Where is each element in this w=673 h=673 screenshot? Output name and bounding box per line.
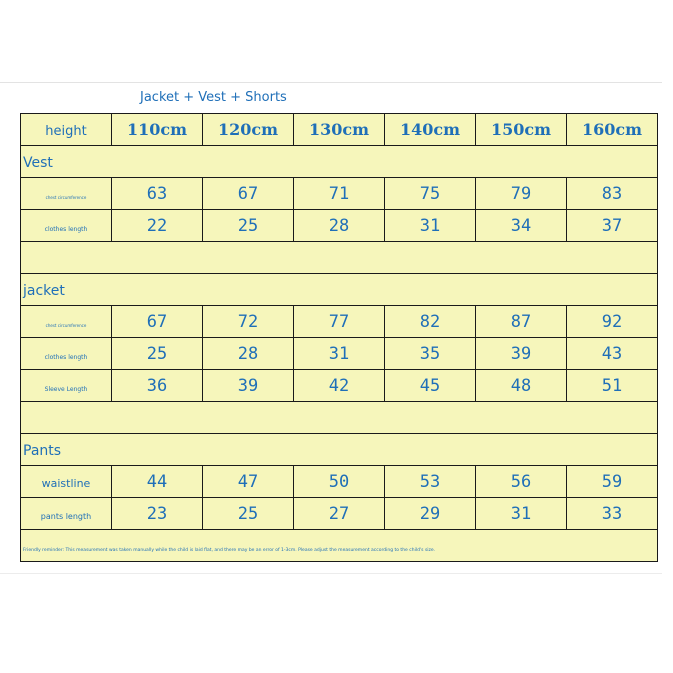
section-title-pants: Pants bbox=[23, 443, 62, 459]
value: 67 bbox=[237, 183, 259, 204]
section-row-vest bbox=[21, 146, 658, 178]
size-header-cell bbox=[203, 114, 294, 146]
table-row bbox=[21, 370, 658, 402]
value-cell bbox=[294, 338, 385, 370]
size-header-cell bbox=[476, 114, 567, 146]
spacer-row bbox=[21, 402, 658, 434]
size-label: 120cm bbox=[217, 120, 279, 139]
row-label-cell bbox=[21, 466, 112, 498]
size-label: 130cm bbox=[308, 120, 370, 139]
size-label: 110cm bbox=[126, 120, 188, 139]
value-cell bbox=[476, 498, 567, 530]
value-cell bbox=[294, 498, 385, 530]
section-row-jacket bbox=[21, 274, 658, 306]
value-cell bbox=[567, 498, 658, 530]
value: 39 bbox=[237, 375, 259, 396]
value: 48 bbox=[510, 375, 532, 396]
table-row bbox=[21, 498, 658, 530]
value-cell bbox=[112, 178, 203, 210]
value-cell bbox=[203, 210, 294, 242]
section-title-cell bbox=[21, 434, 658, 466]
value: 35 bbox=[419, 343, 441, 364]
value-cell bbox=[203, 338, 294, 370]
value: 31 bbox=[328, 343, 350, 364]
table-row bbox=[21, 210, 658, 242]
value-cell bbox=[203, 370, 294, 402]
value-cell bbox=[112, 338, 203, 370]
value-cell bbox=[203, 466, 294, 498]
value: 59 bbox=[601, 471, 623, 492]
size-label: 140cm bbox=[399, 120, 461, 139]
value-cell bbox=[385, 178, 476, 210]
value-cell bbox=[385, 466, 476, 498]
section-title-cell bbox=[21, 274, 658, 306]
value-cell bbox=[567, 178, 658, 210]
row-label: clothes length bbox=[44, 226, 88, 233]
value: 45 bbox=[419, 375, 441, 396]
row-label-cell bbox=[21, 338, 112, 370]
note-row bbox=[21, 530, 658, 562]
value-cell bbox=[112, 306, 203, 338]
value-cell bbox=[385, 370, 476, 402]
table-row bbox=[21, 306, 658, 338]
value-cell bbox=[112, 210, 203, 242]
value: 50 bbox=[328, 471, 350, 492]
value-cell bbox=[385, 306, 476, 338]
value-cell bbox=[476, 210, 567, 242]
value: 53 bbox=[419, 471, 441, 492]
spacer-row bbox=[21, 242, 658, 274]
row-label-cell bbox=[21, 370, 112, 402]
value: 31 bbox=[419, 215, 441, 236]
value: 28 bbox=[237, 343, 259, 364]
value: 72 bbox=[237, 311, 259, 332]
row-label: pants length bbox=[40, 512, 92, 521]
value-cell bbox=[385, 338, 476, 370]
value: 75 bbox=[419, 183, 441, 204]
row-label: chest circumference bbox=[45, 323, 87, 328]
value: 83 bbox=[601, 183, 623, 204]
value: 33 bbox=[601, 503, 623, 524]
value-cell bbox=[294, 306, 385, 338]
value: 44 bbox=[146, 471, 168, 492]
size-header-cell bbox=[294, 114, 385, 146]
row-label-cell bbox=[21, 178, 112, 210]
row-label: Sleeve Length bbox=[44, 386, 88, 393]
value-cell bbox=[203, 178, 294, 210]
friendly-reminder-note: Friendly reminder: This measurement was taken manually while the child is laid flat, and there may be an error of 1-3cm. Please adjust the measurement according to the child's size. bbox=[23, 548, 436, 553]
row-label: waistline bbox=[41, 477, 91, 490]
size-header-cell bbox=[385, 114, 476, 146]
value-cell bbox=[385, 498, 476, 530]
value: 47 bbox=[237, 471, 259, 492]
value: 25 bbox=[146, 343, 168, 364]
section-title-vest: Vest bbox=[23, 155, 53, 171]
section-row-pants bbox=[21, 434, 658, 466]
row-label-cell bbox=[21, 498, 112, 530]
value: 34 bbox=[510, 215, 532, 236]
value: 28 bbox=[328, 215, 350, 236]
value: 42 bbox=[328, 375, 350, 396]
value-cell bbox=[567, 306, 658, 338]
size-header-cell bbox=[567, 114, 658, 146]
row-label: chest circumference bbox=[45, 195, 87, 200]
value-cell bbox=[112, 498, 203, 530]
value: 63 bbox=[146, 183, 168, 204]
spacer-cell bbox=[21, 402, 658, 434]
value: 92 bbox=[601, 311, 623, 332]
value: 22 bbox=[146, 215, 168, 236]
value-cell bbox=[567, 210, 658, 242]
height-header-cell bbox=[21, 114, 112, 146]
value: 79 bbox=[510, 183, 532, 204]
value: 25 bbox=[237, 503, 259, 524]
value: 51 bbox=[601, 375, 623, 396]
value: 87 bbox=[510, 311, 532, 332]
height-label: height bbox=[45, 124, 87, 139]
value: 36 bbox=[146, 375, 168, 396]
value: 43 bbox=[601, 343, 623, 364]
value: 56 bbox=[510, 471, 532, 492]
value-cell bbox=[476, 178, 567, 210]
table-row bbox=[21, 338, 658, 370]
value-cell bbox=[476, 466, 567, 498]
value-cell bbox=[476, 306, 567, 338]
value-cell bbox=[476, 370, 567, 402]
value-cell bbox=[294, 466, 385, 498]
value: 25 bbox=[237, 215, 259, 236]
value-cell bbox=[476, 338, 567, 370]
value: 82 bbox=[419, 311, 441, 332]
size-header-cell bbox=[112, 114, 203, 146]
value-cell bbox=[112, 370, 203, 402]
value-cell bbox=[567, 370, 658, 402]
value: 67 bbox=[146, 311, 168, 332]
frame-bottom-line bbox=[0, 573, 662, 574]
section-title-cell bbox=[21, 146, 658, 178]
value: 39 bbox=[510, 343, 532, 364]
value-cell bbox=[294, 178, 385, 210]
value: 77 bbox=[328, 311, 350, 332]
value: 71 bbox=[328, 183, 350, 204]
frame-top-line bbox=[0, 82, 662, 83]
value-cell bbox=[294, 370, 385, 402]
value-cell bbox=[567, 466, 658, 498]
spacer-cell bbox=[21, 242, 658, 274]
row-label-cell bbox=[21, 210, 112, 242]
size-label: 160cm bbox=[581, 120, 643, 139]
size-chart-table bbox=[20, 113, 658, 562]
table-row bbox=[21, 178, 658, 210]
row-label: clothes length bbox=[44, 354, 88, 361]
value-cell bbox=[203, 306, 294, 338]
chart-title: Jacket + Vest + Shorts bbox=[140, 90, 287, 105]
size-label: 150cm bbox=[490, 120, 552, 139]
value-cell bbox=[567, 338, 658, 370]
value: 23 bbox=[146, 503, 168, 524]
section-title-jacket: jacket bbox=[23, 283, 65, 299]
value-cell bbox=[294, 210, 385, 242]
value: 27 bbox=[328, 503, 350, 524]
value-cell bbox=[385, 210, 476, 242]
value-cell bbox=[112, 466, 203, 498]
header-row bbox=[21, 114, 658, 146]
value-cell bbox=[203, 498, 294, 530]
table-row bbox=[21, 466, 658, 498]
value: 29 bbox=[419, 503, 441, 524]
note-cell bbox=[21, 530, 658, 562]
value: 37 bbox=[601, 215, 623, 236]
value: 31 bbox=[510, 503, 532, 524]
row-label-cell bbox=[21, 306, 112, 338]
